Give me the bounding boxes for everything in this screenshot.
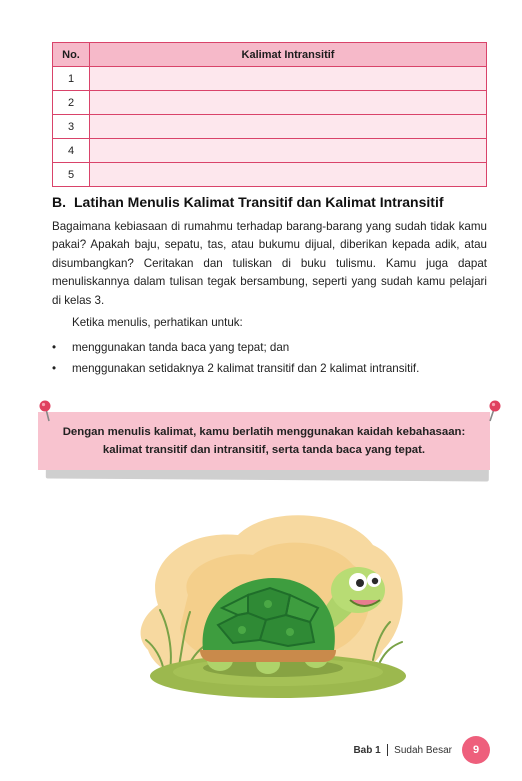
- sentence-cell: [90, 139, 487, 163]
- list-item-text: menggunakan setidaknya 2 kalimat transitif dan 2 kalimat intransitif.: [72, 362, 420, 375]
- turtle-illustration: [118, 500, 418, 700]
- row-number: 1: [53, 67, 90, 91]
- list-item-text: menggunakan tanda baca yang tepat; dan: [72, 341, 290, 354]
- note-text: [63, 423, 466, 459]
- column-header-no: No.: [53, 43, 90, 67]
- page-footer: [353, 744, 452, 756]
- section-title: Latihan Menulis Kalimat Transitif dan Kalimat Intransitif: [74, 194, 444, 210]
- sentence-cell: [90, 91, 487, 115]
- table-row: [53, 139, 487, 163]
- list-item: [52, 339, 419, 360]
- footer-separator: [387, 744, 389, 756]
- column-header-sentence: Kalimat Intransitif: [90, 43, 487, 67]
- instruction-list: [52, 339, 419, 381]
- intransitive-sentence-table: [52, 42, 487, 187]
- footer-title: Sudah Besar: [394, 744, 452, 756]
- note-line-2: kalimat transitif dan intransitif, serta tanda baca yang tepat.: [102, 444, 426, 456]
- table-row: [53, 115, 487, 139]
- sentence-cell: [90, 67, 487, 91]
- bullet-icon: •: [52, 362, 57, 375]
- pushpin-icon: [484, 400, 502, 422]
- sentence-cell: [90, 115, 487, 139]
- table-row: [53, 91, 487, 115]
- table-row: [53, 163, 487, 187]
- sentence-cell: [90, 163, 487, 187]
- table-row: [53, 67, 487, 91]
- page-number-badge: 9: [462, 736, 490, 764]
- note-card: [38, 412, 490, 470]
- instruction-paragraph: Bagaimana kebiasaan di rumahmu terhadap barang-barang yang sudah tidak kamu pakai? Apakah baju, sepatu, tas, atau bukumu dijual, diberikan kepada adik, atau disumbangkan? Ceritakan dan tuliskan di buku tulismu. Kamu juga dapat menuliskannya dalam tulisan tegak bersambung, seperti yang sudah kamu pelajari di kelas 3.: [52, 220, 487, 307]
- row-number: 3: [53, 115, 90, 139]
- section-letter: B.: [52, 194, 66, 210]
- pushpin-icon: [38, 400, 56, 422]
- note-line-1: Dengan menulis kalimat, kamu berlatih menggunakan kaidah kebahasaan:: [62, 426, 466, 438]
- table-header-row: [53, 43, 487, 67]
- instruction-intro: Ketika menulis, perhatikan untuk:: [72, 316, 243, 329]
- bullet-icon: •: [52, 341, 57, 354]
- row-number: 5: [53, 163, 90, 187]
- list-item: [52, 360, 419, 381]
- row-number: 2: [53, 91, 90, 115]
- section-heading: [52, 194, 444, 210]
- footer-chapter: Bab 1: [353, 744, 381, 756]
- row-number: 4: [53, 139, 90, 163]
